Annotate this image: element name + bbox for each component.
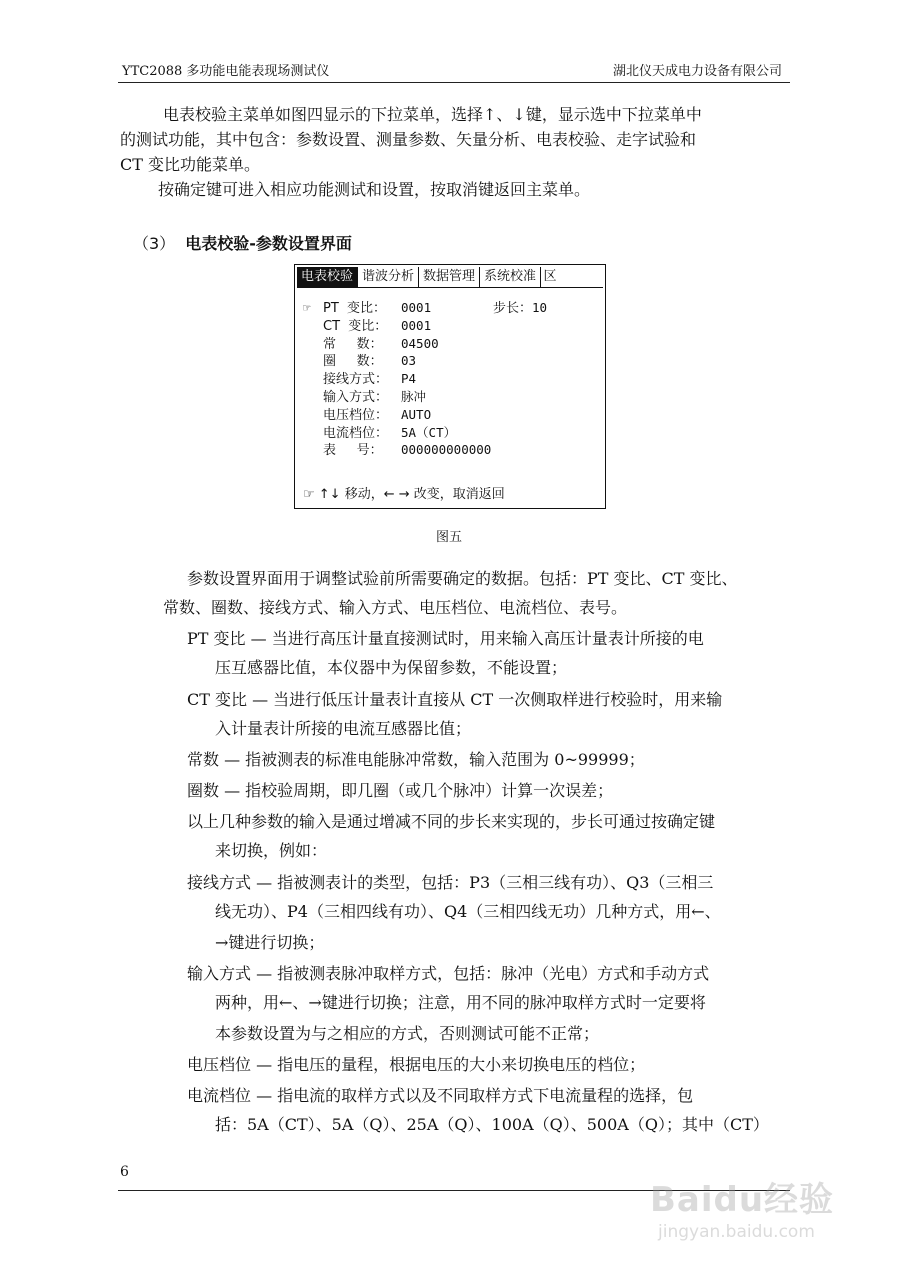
page-header-right: 湖北仪天成电力设备有限公司 [612, 64, 782, 79]
body-line: 括：5A（CT）、5A（Q）、25A（Q）、100A（Q）、500A（Q）；其中（CT） [215, 1115, 769, 1134]
body-line: 两种，用←、→键进行切换；注意，用不同的脉冲取样方式时一定要将 [215, 993, 706, 1012]
param-label: 电压档位： [323, 407, 389, 423]
watermark [640, 1150, 850, 1260]
intro-line-1: 电表校验主菜单如图四显示的下拉菜单，选择↑、↓键，显示选中下拉菜单中 [163, 105, 702, 124]
body-line: 本参数设置为与之相应的方式，否则测试可能不正常； [215, 1024, 600, 1043]
watermark-url: jingyan.baidu.com [658, 1222, 815, 1242]
param-label: 表 号： [323, 443, 383, 459]
watermark-logo: Baidu经验 [650, 1180, 835, 1220]
figure-caption: 图五 [436, 530, 463, 545]
param-label: 输入方式： [323, 389, 389, 405]
lcd-menu-bar [297, 267, 603, 288]
param-row-turns[interactable] [303, 352, 491, 370]
param-row-pt-ratio[interactable] [303, 299, 491, 317]
intro-line-3: CT 变比功能菜单。 [120, 155, 261, 174]
body-line: CT 变比 — 当进行低压计量表计直接从 CT 一次侧取样进行校验时，用来输 [187, 690, 723, 709]
param-row-voltage-range[interactable] [303, 406, 491, 424]
param-value: 04500 [401, 335, 439, 351]
lcd-param-rows [303, 299, 491, 459]
body-line: 常数、圈数、接线方式、输入方式、电压档位、电流档位、表号。 [163, 598, 628, 617]
param-label: PT 变比： [323, 301, 387, 316]
body-line: 压互感器比值，本仪器中为保留参数，不能设置； [215, 658, 568, 677]
section-heading [133, 231, 352, 254]
body-line: 以上几种参数的输入是通过增减不同的步长来实现的，步长可通过按确定键 [187, 812, 716, 831]
body-line: 圈数 — 指校验周期，即几圈（或几个脉冲）计算一次误差； [187, 781, 614, 800]
intro-line-2: 的测试功能，其中包含：参数设置、测量参数、矢量分析、电表校验、走字试验和 [120, 130, 697, 149]
body-line: 线无功）、P4（三相四线有功）、Q4（三相四线无功）几种方式，用←、 [215, 902, 721, 921]
param-row-input-mode[interactable] [303, 388, 491, 406]
param-value: 脉冲 [401, 388, 427, 404]
body-line: 常数 — 指被测表的标准电能脉冲常数，输入范围为 0~99999； [187, 750, 645, 769]
body-line: 电流档位 — 指电流的取样方式以及不同取样方式下电流量程的选择，包 [187, 1086, 694, 1105]
section-title: 电表校验-参数设置界面 [185, 234, 352, 253]
intro-line-4: 按确定键可进入相应功能测试和设置，按取消键返回主菜单。 [158, 180, 591, 199]
body-line: 电压档位 — 指电压的量程，根据电压的大小来切换电压的档位； [187, 1055, 646, 1074]
body-line: 入计量表计所接的电流互感器比值； [215, 719, 472, 738]
menu-tab-system-calibration[interactable]: 系统校准 [480, 267, 541, 287]
param-value: 5A（CT） [401, 424, 457, 440]
param-label: 电流档位： [323, 425, 389, 441]
header-divider [118, 82, 790, 83]
step-label: 步长： [493, 301, 533, 316]
page-header-left: YTC2088 多功能电能表现场测试仪 [122, 64, 330, 79]
param-value: P4 [401, 371, 417, 387]
body-line: 接线方式 — 指被测表计的类型，包括：P3（三相三线有功）、Q3（三相三 [187, 873, 714, 892]
menu-tab-meter-calibration[interactable]: 电表校验 [297, 267, 358, 287]
param-row-constant[interactable] [303, 335, 491, 353]
param-row-ct-ratio[interactable] [303, 317, 491, 335]
body-line: 输入方式 — 指被测表脉冲取样方式，包括：脉冲（光电）方式和手动方式 [187, 964, 710, 983]
menu-tab-harmonic-analysis[interactable]: 谐波分析 [358, 267, 419, 287]
body-line: 参数设置界面用于调整试验前所需要确定的数据。包括：PT 变比、CT 变比、 [187, 569, 738, 588]
step-size-readout [493, 299, 547, 318]
param-value: AUTO [401, 406, 432, 422]
param-value: 0001 [401, 317, 432, 333]
body-line: 来切换，例如： [215, 841, 328, 860]
param-label: 常 数： [323, 336, 383, 352]
param-value: 03 [401, 353, 417, 369]
lcd-screen-figure [294, 264, 606, 509]
param-label: 接线方式： [323, 372, 389, 388]
param-row-wiring-mode[interactable] [303, 370, 491, 388]
param-label: 圈 数： [323, 354, 383, 370]
param-value: 000000000000 [401, 442, 492, 458]
param-row-current-range[interactable] [303, 424, 491, 442]
body-line: →键进行切换； [215, 933, 325, 952]
menu-tab-data-management[interactable]: 数据管理 [419, 267, 480, 287]
param-label: CT 变比： [323, 318, 388, 334]
page-number: 6 [120, 1164, 129, 1180]
menu-close-icon[interactable]: 区 [543, 269, 557, 284]
param-row-meter-number[interactable] [303, 441, 491, 459]
param-value: 0001 [401, 300, 432, 315]
section-number: （3） [133, 234, 176, 253]
body-line: PT 变比 — 当进行高压计量直接测试时，用来输入高压计量表计所接的电 [187, 629, 704, 648]
lcd-key-hint: ☞ ↑↓ 移动，← → 改变，取消返回 [303, 487, 505, 502]
step-value: 10 [532, 300, 548, 315]
pointing-hand-icon: ☞ [303, 300, 311, 315]
